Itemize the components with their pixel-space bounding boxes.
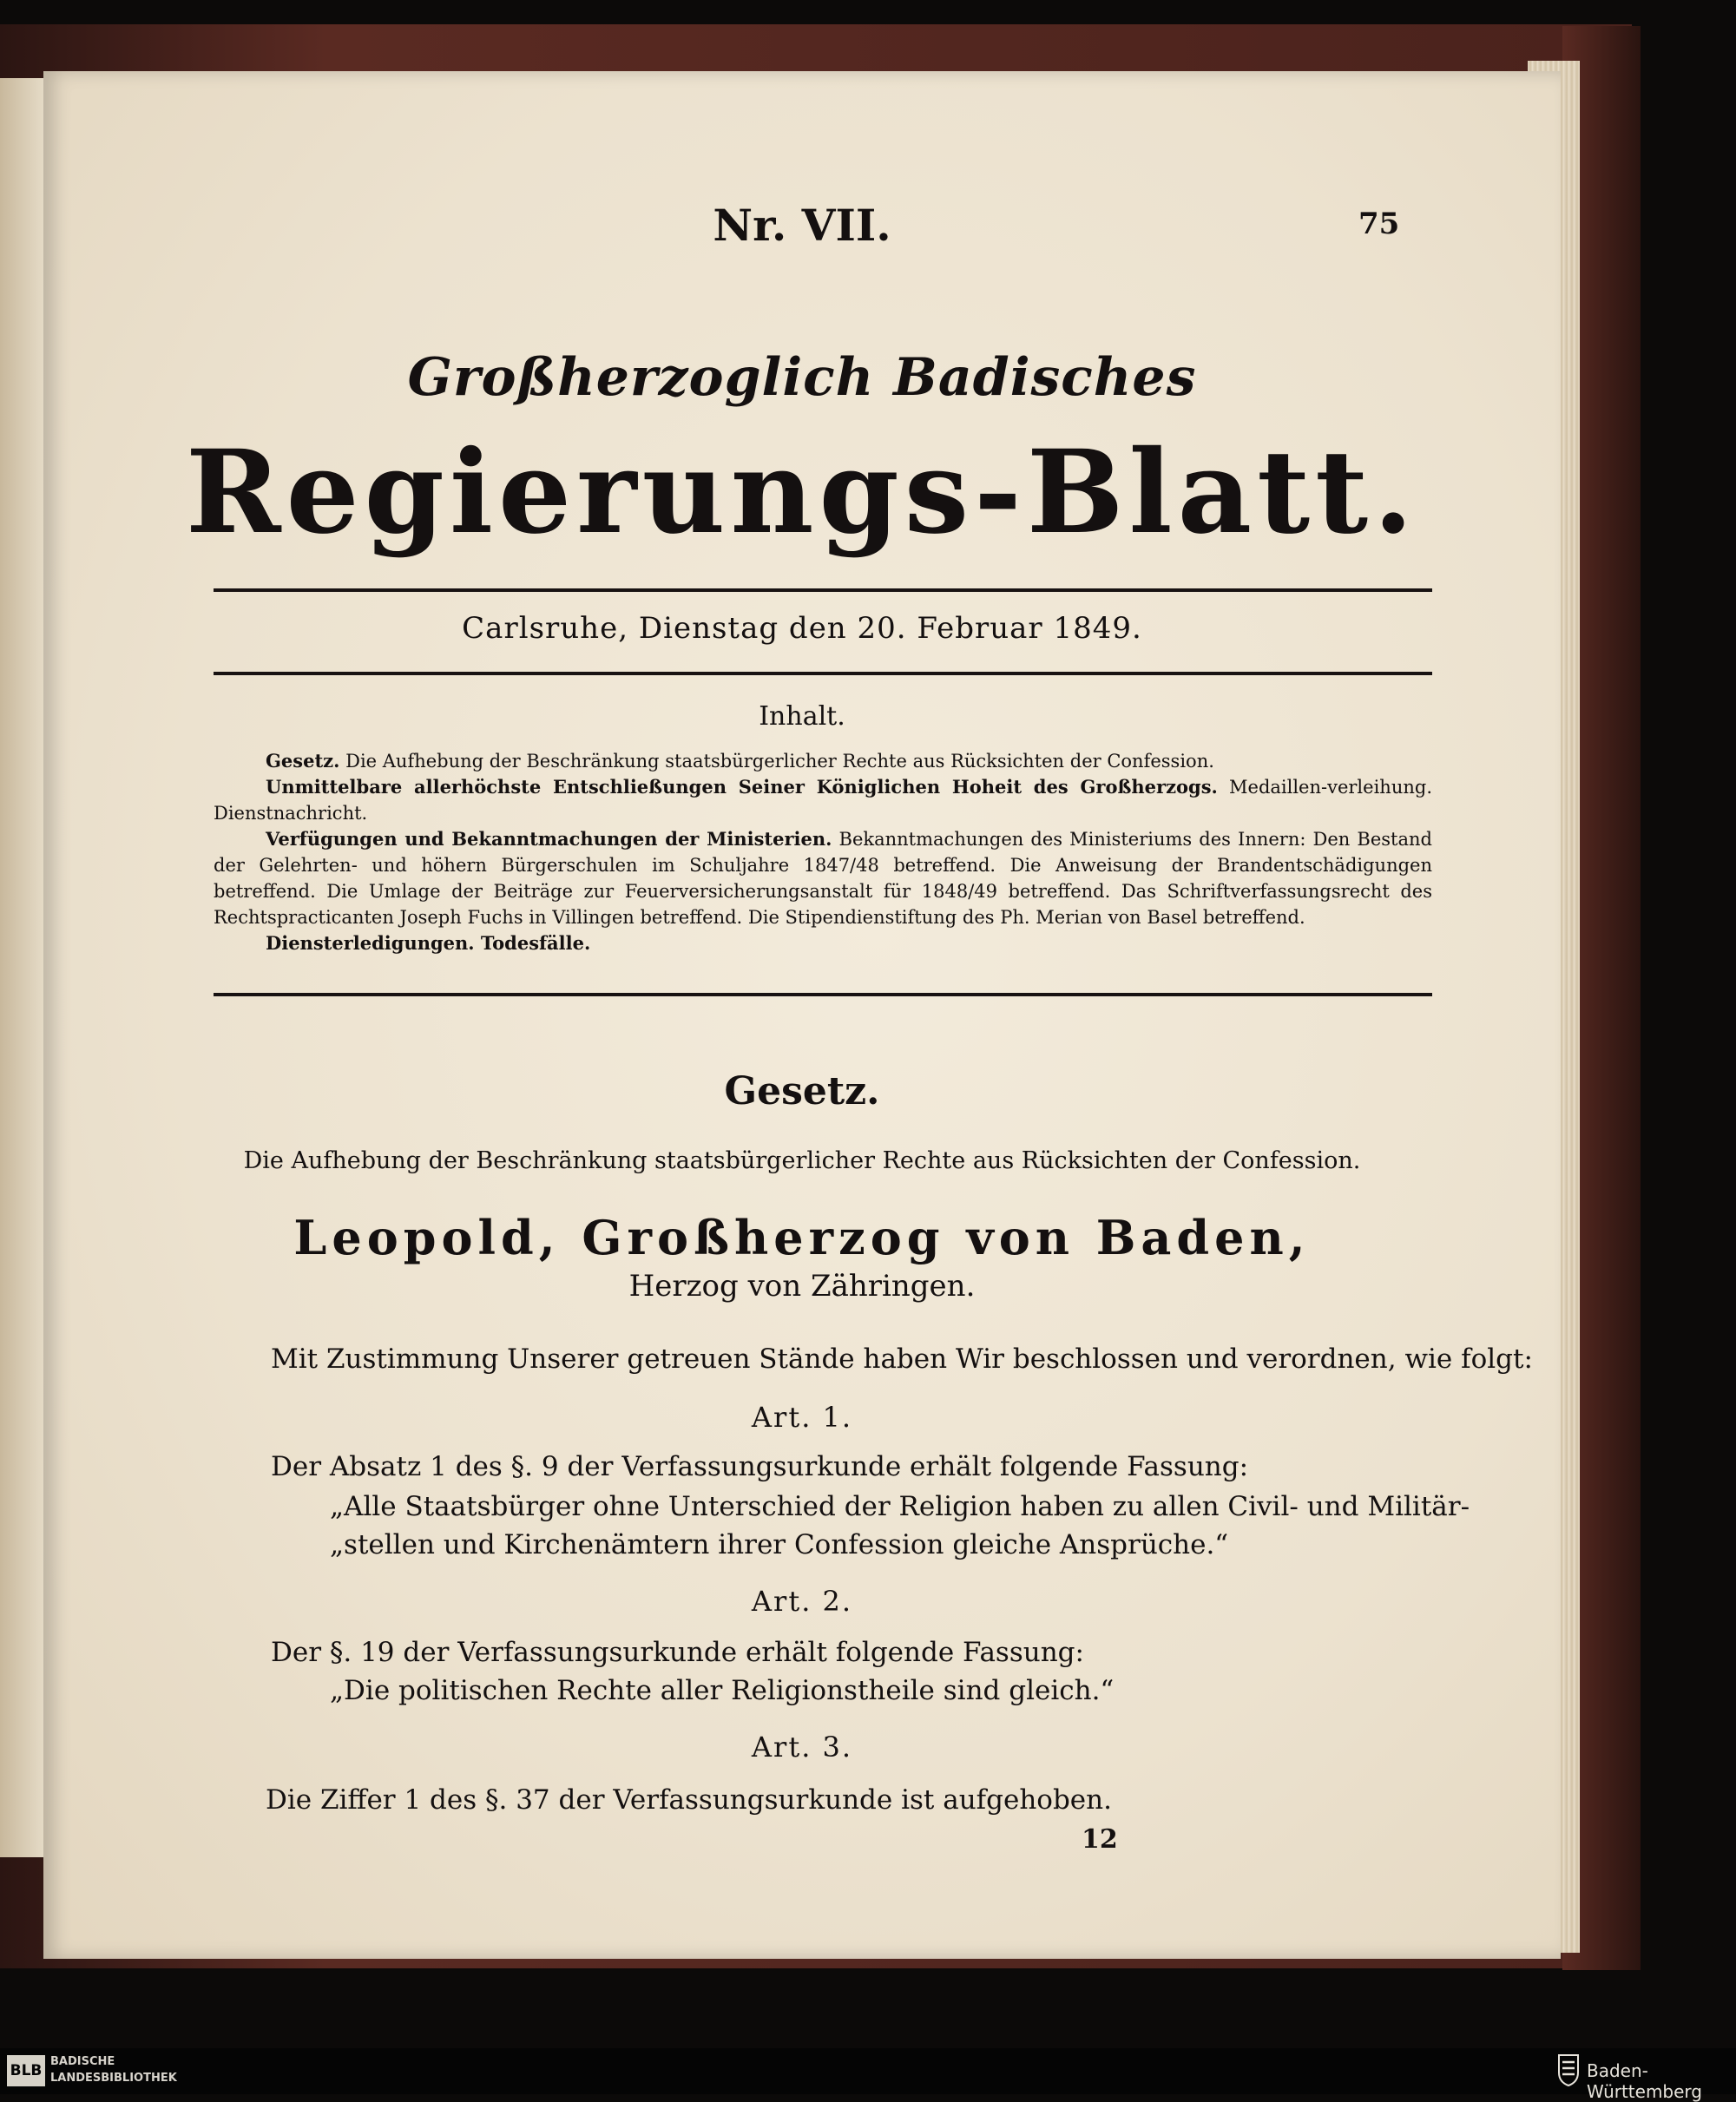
contents-item-text: Die Aufhebung der Beschränkung staatsbürgerlicher Rechte aus Rücksichten der Confession. bbox=[345, 751, 1214, 772]
law-subject: Die Aufhebung der Beschränkung staatsbürgerlicher Rechte aus Rücksichten der Confession. bbox=[243, 1147, 1361, 1174]
article-2-quote: „Die politischen Rechte aller Religionstheile sind gleich.“ bbox=[330, 1675, 1115, 1706]
issue-number: Nr. VII. bbox=[713, 200, 891, 251]
masthead-title: Regierungs-Blatt. bbox=[185, 425, 1419, 560]
masthead-subtitle: Großherzoglich Badisches bbox=[407, 347, 1197, 408]
article-2-text: Der §. 19 der Verfassungsurkunde erhält folgende Fassung: bbox=[271, 1637, 1084, 1668]
ruler-name: Leopold, Großherzog von Baden, bbox=[293, 1210, 1311, 1265]
contents-item-vacancies bbox=[214, 930, 1432, 956]
contents-item-ministries bbox=[214, 826, 1432, 930]
contents-item-resolutions bbox=[214, 774, 1432, 826]
document-page bbox=[43, 71, 1561, 1959]
library-name-line-1: BADISCHE bbox=[50, 2055, 115, 2068]
contents-item-law bbox=[214, 748, 1432, 774]
article-1-quote-line-2: „stellen und Kirchenämtern ihrer Confession gleiche Ansprüche.“ bbox=[330, 1529, 1229, 1560]
contents-item-text: Bekanntmachungen des Ministeriums des Innern: Den Bestand der Gelehrten- und höhern Bürgerschulen im Schuljahre 1847/48 betreffend. Die Anweisung der Brandentschädigungen betreffend. Die Umlage der Beiträge zur Feuerversicherungsanstalt für 1848/49 betreffend. Das Schriftverfassungsrecht des Rechtspracticanten Joseph Fuchs in Villingen betreffend. Die Stipendienstiftung des Ph. Merian von Basel betreffend. bbox=[214, 829, 1432, 928]
article-2-heading: Art. 2. bbox=[751, 1585, 853, 1618]
article-3-heading: Art. 3. bbox=[751, 1731, 853, 1764]
article-1-text: Der Absatz 1 des §. 9 der Verfassungsurkunde erhält folgende Fassung: bbox=[271, 1451, 1249, 1482]
library-name-line-2: LANDESBIBLIOTHEK bbox=[50, 2072, 177, 2085]
contents-item-label: Diensterledigungen. Todesfälle. bbox=[266, 932, 591, 954]
library-name[interactable] bbox=[50, 2053, 177, 2086]
state-coat-of-arms-icon bbox=[1557, 2053, 1580, 2086]
library-logo-badge[interactable]: BLB bbox=[7, 2055, 45, 2086]
facing-page-edge bbox=[0, 78, 45, 1857]
signature-mark: 12 bbox=[1082, 1824, 1118, 1855]
partner-logo-text[interactable]: Baden-Württemberg bbox=[1587, 2060, 1702, 2102]
viewer-footer-bar bbox=[0, 2048, 1736, 2094]
contents-item-text: Medaillen-verleihung. Dienstnachricht. bbox=[214, 777, 1432, 824]
ruler-title: Herzog von Zähringen. bbox=[628, 1269, 976, 1304]
contents-heading: Inhalt. bbox=[759, 701, 845, 732]
rule-contents bbox=[214, 993, 1432, 996]
law-heading: Gesetz. bbox=[724, 1069, 880, 1113]
preamble: Mit Zustimmung Unserer getreuen Stände haben Wir beschlossen und verordnen, wie folgt: bbox=[271, 1343, 1533, 1375]
table-of-contents bbox=[214, 748, 1432, 956]
contents-item-label: Verfügungen und Bekanntmachungen der Ministerien. bbox=[266, 828, 832, 850]
dateline: Carlsruhe, Dienstag den 20. Februar 1849. bbox=[462, 611, 1142, 646]
contents-item-label: Gesetz. bbox=[266, 750, 340, 772]
rule-dateline bbox=[214, 672, 1432, 675]
article-3-text: Die Ziffer 1 des §. 37 der Verfassungsurkunde ist aufgehoben. bbox=[266, 1784, 1112, 1816]
rule-top bbox=[214, 588, 1432, 592]
page-number: 75 bbox=[1358, 207, 1400, 241]
article-1-quote-line-1: „Alle Staatsbürger ohne Unterschied der Religion haben zu allen Civil- und Militär- bbox=[330, 1491, 1470, 1522]
contents-item-label: Unmittelbare allerhöchste Entschließungen Seiner Königlichen Hoheit des Großherzogs. bbox=[266, 776, 1218, 798]
article-1-heading: Art. 1. bbox=[751, 1401, 853, 1434]
